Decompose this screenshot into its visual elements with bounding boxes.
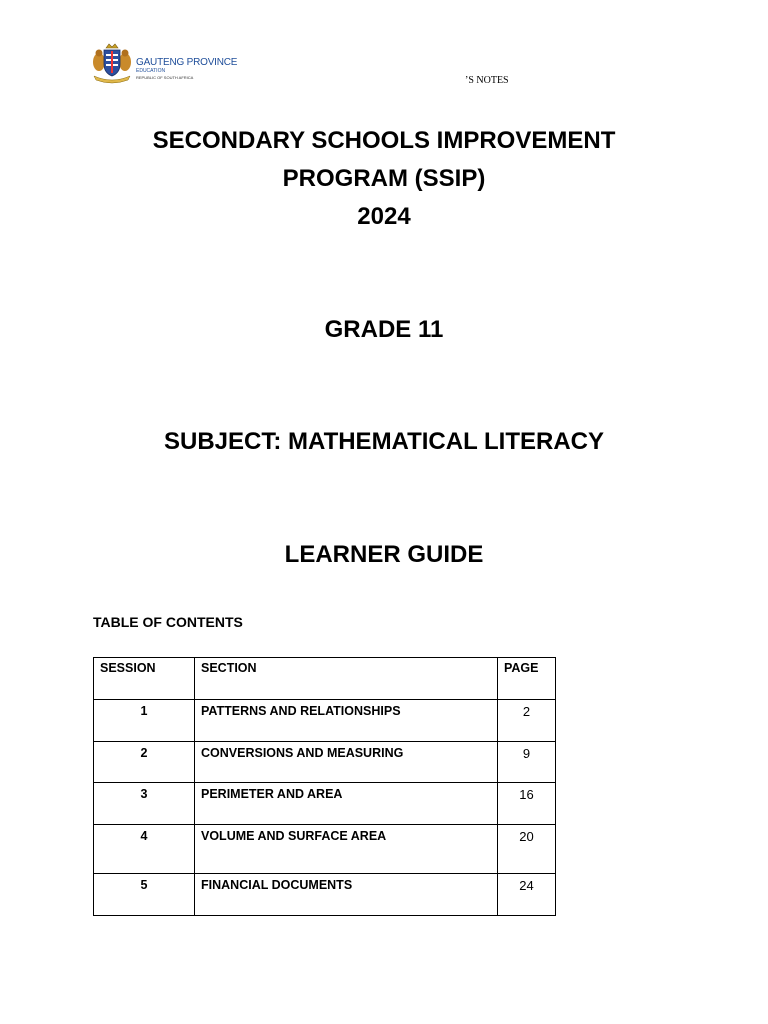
guide-label: LEARNER GUIDE [284, 541, 484, 568]
title-line-2: PROGRAM (SSIP) [282, 165, 486, 192]
toc-session-cell: 4 [94, 825, 195, 874]
toc-page-cell: 2 [498, 700, 556, 742]
guide-title [0, 536, 768, 574]
gauteng-logo [92, 42, 238, 86]
title-line-1: SECONDARY SCHOOLS IMPROVEMENT [152, 127, 616, 154]
subject-label: SUBJECT: MATHEMATICAL LITERACY [164, 428, 604, 455]
toc-heading: TABLE OF CONTENTS [93, 614, 243, 630]
title-line-3: 2024 [357, 203, 411, 230]
main-title [0, 122, 768, 236]
table-row [94, 825, 556, 874]
table-row [94, 742, 556, 783]
table-row [94, 874, 556, 916]
toc-session-cell: 2 [94, 742, 195, 783]
toc-session-cell: 1 [94, 700, 195, 742]
subject-title [0, 423, 768, 461]
toc-page-cell: 9 [498, 742, 556, 783]
logo-country: REPUBLIC OF SOUTH AFRICA [136, 75, 194, 80]
toc-header-row [94, 658, 556, 700]
toc-session-cell: 3 [94, 783, 195, 825]
toc-page-cell: 16 [498, 783, 556, 825]
table-row [94, 700, 556, 742]
toc-page-cell: 24 [498, 874, 556, 916]
table-row [94, 783, 556, 825]
toc-page-cell: 20 [498, 825, 556, 874]
toc-section-cell: PERIMETER AND AREA [195, 783, 498, 825]
notes-fragment: ’S NOTES [465, 75, 509, 86]
grade-label: GRADE 11 [324, 316, 444, 343]
logo-org-name: GAUTENG PROVINCE [136, 57, 238, 68]
toc-session-cell: 5 [94, 874, 195, 916]
toc-col-session: SESSION [94, 658, 195, 700]
toc-section-cell: CONVERSIONS AND MEASURING [195, 742, 498, 783]
toc-col-section: SECTION [195, 658, 498, 700]
grade-title [0, 311, 768, 349]
toc-col-page: PAGE [498, 658, 556, 700]
logo-dept: EDUCATION [136, 68, 166, 74]
coat-of-arms-icon [92, 42, 132, 84]
toc-section-cell: VOLUME AND SURFACE AREA [195, 825, 498, 874]
toc-section-cell: FINANCIAL DOCUMENTS [195, 874, 498, 916]
toc-section-cell: PATTERNS AND RELATIONSHIPS [195, 700, 498, 742]
toc-table [93, 657, 556, 916]
